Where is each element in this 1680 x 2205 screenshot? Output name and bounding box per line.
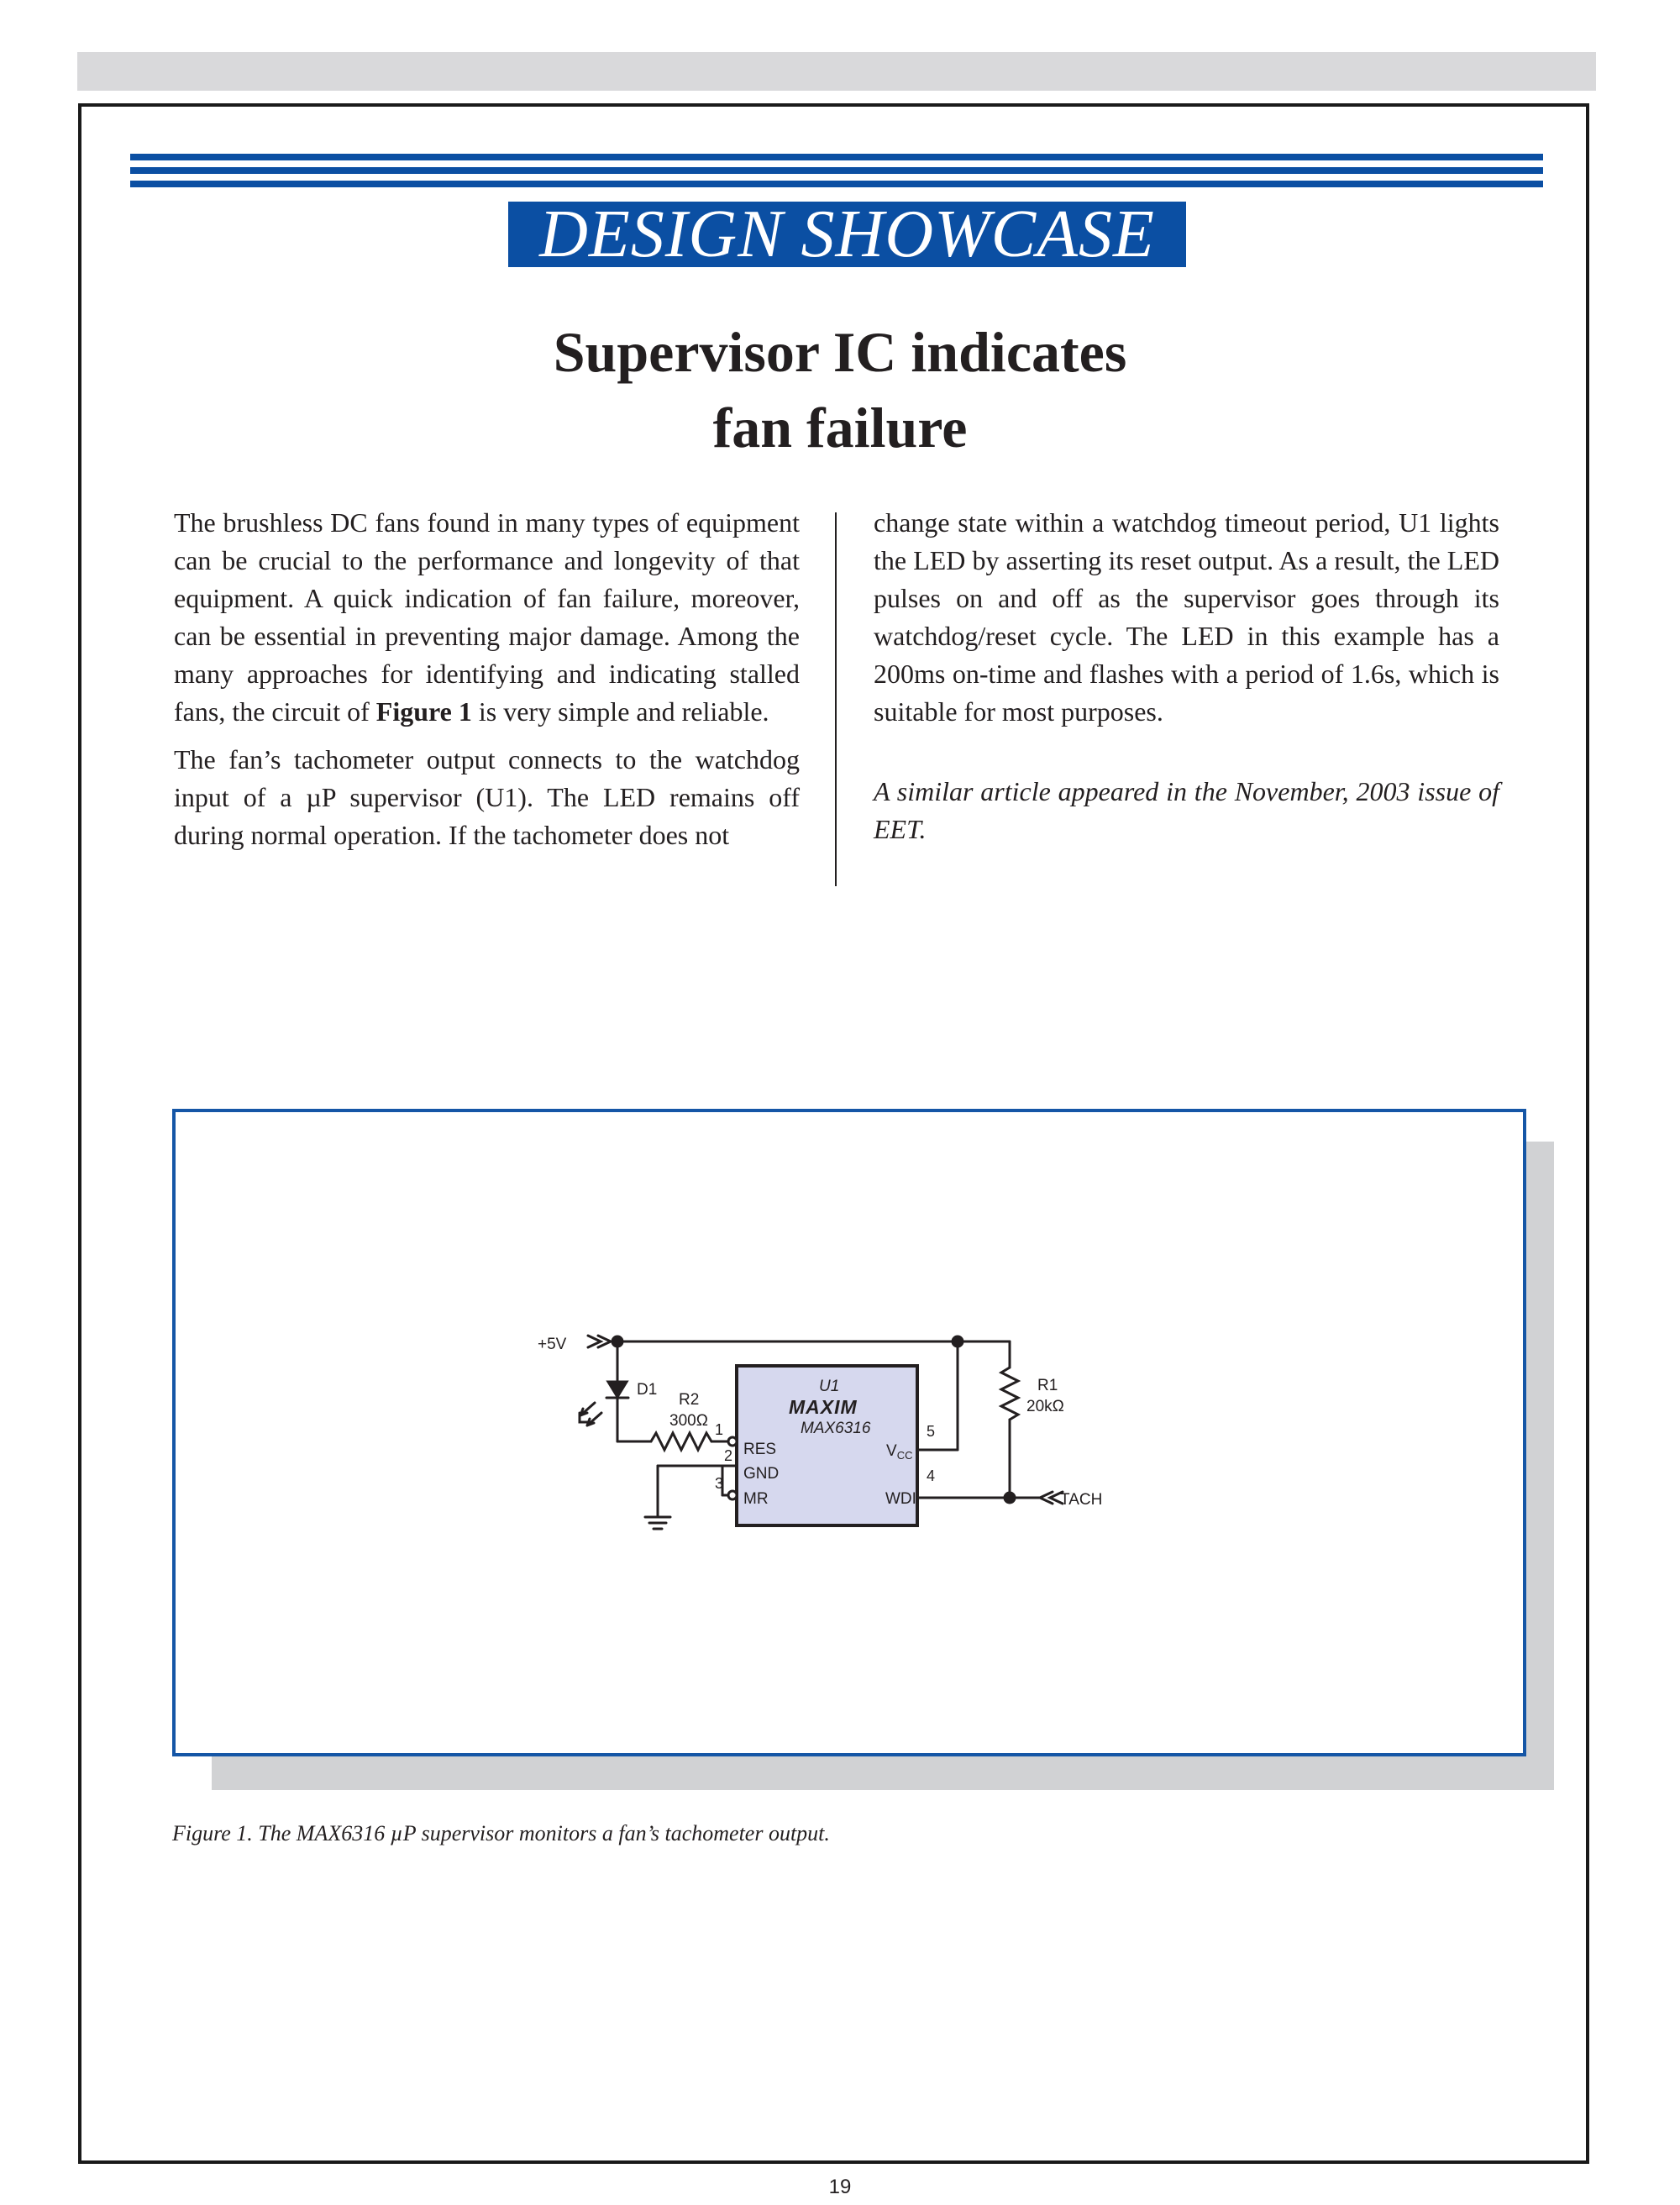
right-column [874,504,1499,858]
tach-label: TACH [1060,1491,1103,1509]
pin-mr-label: MR [743,1490,769,1508]
design-showcase-banner: DESIGN SHOWCASE [508,202,1186,267]
article-title-line-2: fan failure [712,396,968,459]
junction-dot [1005,1493,1015,1503]
pin-vcc-label: $V_{CC}$ [886,1442,913,1462]
r1-value: 20kΩ [1026,1398,1064,1415]
maxim-logo: MAXIM [789,1396,858,1418]
u1-label: U1 [819,1378,840,1395]
tach-input-arrow-symbol [1040,1492,1063,1504]
supply-arrow-symbol [588,1336,611,1347]
paragraph-intro: The brushless DC fans found in many types of equipment can be crucial to the performance and longevity of that equipment. A quick indication of fan failure, moreover, can be essential in preventing major damage. Among the many approaches for identifying and indicating stalled fans, the circuit of Figure 1 is very simple and reliable. [174,507,800,727]
resistor-r1 [1001,1368,1018,1420]
pin-1-number: 1 [715,1421,724,1438]
pin-gnd-label: GND [743,1465,780,1483]
pin-res-bubble [728,1437,737,1446]
top-gray-bar [77,52,1596,91]
supply-label: +5V [538,1336,567,1353]
left-column [174,504,800,864]
figure-box [172,1109,1526,1756]
header-stripe [130,154,1543,160]
pin-res-label: RES [743,1441,777,1458]
figure-caption: Figure 1. The MAX6316 µP supervisor monitors a fan’s tachometer output. [172,1821,830,1845]
r1-label: R1 [1037,1377,1058,1394]
led-d1-symbol [608,1382,627,1397]
light-emission-arrow [580,1403,595,1415]
publication-note: A similar article appeared in the November, 2003 issue of EET. [874,776,1499,844]
pin-2-number: 2 [724,1447,733,1464]
header-stripe [130,181,1543,187]
column-divider [835,512,837,886]
light-emission-arrow [587,1413,601,1425]
header-stripe [130,167,1543,174]
paragraph-led-behavior: change state within a watchdog timeout period, U1 lights the LED by asserting its reset output. As a result, the LED pulses on and off as the supervisor goes through its watchdog/reset cycle. The LED in this example has a 200ms on-time and flashes with a period of 1.6s, which is suitable for most purposes. [874,507,1499,727]
pin-mr-bubble [728,1491,737,1499]
pin-5-number: 5 [927,1423,936,1440]
paragraph-tachometer: The fan’s tachometer output connects to the watchdog input of a µP supervisor (U1). The LED remains off during normal operation. If the tachometer does not [174,744,800,850]
article-title-line-1: Supervisor IC indicates [553,320,1127,384]
r2-label: R2 [679,1391,700,1409]
circuit-schematic [176,1112,1523,1753]
r2-value: 300Ω [669,1412,708,1430]
pin-4-number: 4 [927,1467,936,1484]
resistor-r2 [651,1433,711,1450]
pin-3-number: 3 [715,1475,724,1492]
figure-reference: Figure 1 [375,696,472,727]
pin-wdi-label: WDI [885,1490,916,1508]
part-number: MAX6316 [801,1420,871,1437]
page-number: 19 [828,2176,852,2198]
d1-label: D1 [637,1381,658,1399]
